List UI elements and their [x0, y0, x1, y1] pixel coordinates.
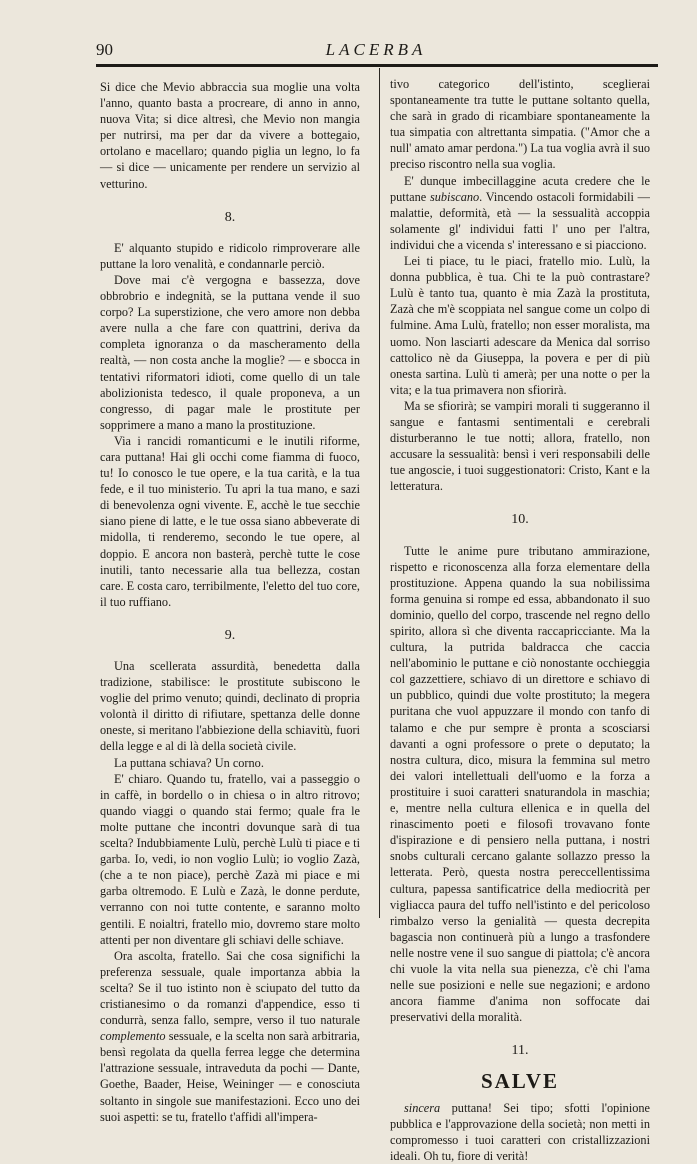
- section-heading: SALVE: [480, 1069, 560, 1094]
- paragraph: Una scellerata assurdità, benedetta dalla tradizione, stabilisce: le prostitute subiscono le voglie del primo venuto; quindi, declinato di propria volontà il diritto di rifiutare, spettanza delle donne oneste, si meritano l'abbiezione della schiavitù, fuori della legge e al di là della società civile.: [100, 659, 360, 754]
- text-run: . Vincendo ostacoli formidabili — malattie, deformità, età — la sessualità accoppia solamente gl' individui fatti l' uno per l'altra, individui che a vicenda s' interessano e si piacciono.: [390, 189, 650, 252]
- emphasis: subiscano: [429, 189, 480, 204]
- paragraph: Lei ti piace, tu le piaci, fratello mio. Lulù, la donna pubblica, è tua. Chi te la può contrastare? Lulù è tanto tua, quanto è mia Zazà la prostituta, Zazà che m'è scoppiata nel sangue come un colpo di fulmine. Ama Lulù, fratello; non esser moralista, ma uomo. Non lasciarti adescare da Menica dal sorriso cattolico nè da Giuseppa, la povera e per di più onesta sartina. Lulù ti amerà; per una notte o per la vita; e la tua primavera non sfiorirà.: [390, 254, 650, 397]
- paragraph: [390, 173, 650, 253]
- paragraph: [100, 948, 360, 1125]
- journal-title: LACERBA: [325, 40, 427, 59]
- emphasis: sincera: [404, 1100, 441, 1115]
- paragraph: E' alquanto stupido e ridicolo rimproverare alle puttane la loro venalità, e condannarle perciò.: [100, 240, 360, 271]
- paragraph: Dove mai c'è vergogna e bassezza, dove obbrobrio e indegnità, se la puttana vende il suo corpo? La superstizione, che vero amore non debba avere nulla a che fare con quattrini, deriva da completa ignoranza o da mascheramento della realtà, — non costa anche la moglie? — e sbocca in tentativi riformatori idioti, come quello di un tale abolizionista tedesco, il quale proponeva, a un congresso, di pagar male le prostitute per sopprimere a mano a mano la prostituzione.: [100, 272, 360, 432]
- emphasis: complemento: [100, 1029, 166, 1044]
- header-rule: [96, 64, 658, 67]
- paragraph: Tutte le anime pure tributano ammirazione, rispetto e riconoscenza alla forza elementare della prostituzione. Appena quando la sua nobilissima forma genuina si rompe ed essa, abbandonato il suo dominio, quello del corpo, trascende nel regno dello spirito, allora sì che diventa raccapricciante. Ma la cultura, la putrida baldracca che caccia nell'abominio le puttane e ciò nonostante occhieggia col gazzettiere, schiavo di un direttore e schiavo di un pubblico, quindi due volte prostituto; la megera puritana che vuol appuzzare il mondo con tanfo di talamo e che pur sempre è pronta a scosciarsi davanti a ogni professore o prete o deputato; la nostra cultura, dico, misura la femmina sul metro dei valori intellettuali dell'uomo e la forza a prostituire i suoi caratteri snaturandola in maschia; e, mentre nella cultura ellenica e in quella del rinascimento poeti e filosofi trovavano fonte d'ispirazione e di pensiero nella puttana, i nostri snobs culturali cercano galante sollazzo presso la letterata. Però, questa nostra pereccellentissima cultura, papessa santificatrice della mediocrità per vigliacca paura del tuffo nell'istinto e del pericoloso rimbalzo verso la genialità — questa decrepita bagascia non continuerà più a lungo a trasfondere nelle nostre vene il suo sangue di piattola; c'è ancora chi vuole la vita nella sua pienezza, c'è chi l'ama nelle sue posizioni e nelle sue negazioni; e ardono ancora fiamme d'anima non soffocate dai preservativi della moralità.: [390, 543, 650, 1025]
- section-number: 11.: [511, 1043, 529, 1059]
- text-run: E' dunque imbecillaggine acuta credere che le puttane: [390, 173, 650, 204]
- paragraph: Si dice che Mevio abbraccia sua moglie una volta l'anno, quanto basta a procreare, di anno in anno, nuova Vita; si dice altresì, che Mevio non mangia per nutrirsi, ma per dar da vivere a bottegaio, ortolano e macellaro; quando piglia un legno, lo fa — si dice — unicamente per rendere un servizio al vetturino.: [100, 80, 360, 191]
- page-number: 90: [96, 40, 113, 59]
- paragraph: Via i rancidi romanticumi e le inutili riforme, cara puttana! Hai gli occhi come fiamma di fuoco, tu! Io conosco le tue opere, e la tua carità, e la tua fede, e il tuo ministerio. Tu apri la tua mano, e sazi di benevolenza ogni vivente. E, acchè le tue secchie siano piene di latte, e le tue ossa siano abbeverate di midolla, ti renderemo, secondo le tue opere, al doppio. E ancora non basterà, perchè tutte le cose inutili, tanto necessarie alla tua bellezza, costan care. E costa caro, terribilmente, l'eletto del tuo core, il tuo ruffiano.: [100, 433, 360, 609]
- left-column: [100, 76, 360, 1125]
- paragraph: La puttana schiava? Un corno.: [114, 755, 264, 770]
- paragraph: E' chiaro. Quando tu, fratello, vai a passeggio o in caffè, in bordello o in chiesa o in altro ritrovo; quando viaggi o quando stai fermo; quale fra le molte puttane che incontri dovunque sarà di tua scelta? Indubbiamente Lulù, perchè Lulù ti piace e ti garba. Io, vedi, io non voglio Lulù; io voglio Zazà, (che a te non piace), perchè Zazà mi piace e mi garba oltremodo. E Lulù e Zazà, le donne perdute, verranno con noi tutte contente, e saranno molto gentili. E noialtri, fratello mio, dovremo stare molto attenti per non diventare gli schiavi delle schiave.: [100, 771, 360, 947]
- column-divider: [379, 68, 380, 918]
- paragraph: [390, 1100, 650, 1164]
- text-run: sessuale, e la scelta non sarà arbitraria, bensì regolata da quella ferrea legge che determina l'attrazione sessuale, intraveduta da pochi — Dante, Goethe, Baader, Heise, Weininger — e conosciuta soltanto in singole sue manifestazioni. Ecco uno dei suoi aspetti: se tu, fratello t'affidi all'impera-: [100, 1029, 360, 1124]
- page-header: [96, 40, 656, 64]
- paragraph: Ma se sfiorirà; se vampiri morali ti suggeranno il sangue e fantasmi sentimentali e cerebrali disturberanno le tue notti; allora, fratello, non accusare la sessualità: bensì i veri responsabili delle tue angoscie, i tuoi suggestionatori: Cristo, Kant e la letteratura.: [390, 398, 650, 494]
- right-column: [390, 76, 650, 1164]
- section-number: 8.: [224, 209, 236, 225]
- section-number: 9.: [224, 627, 236, 643]
- section-number: 10.: [511, 512, 529, 528]
- text-run: Ora ascolta, fratello. Sai che cosa significhi la preferenza sessuale, quale importanza abbia la scelta? Se il tuo istinto non è sciupato del tutto da cristianesimo o da romanzi d'appendice, esso ti condurrà, senza fallo, sempre, verso il tuo naturale: [100, 948, 360, 1028]
- text-run: puttana! Sei tipo; sfotti l'opinione pubblica e l'approvazione della società; non metti in compromesso i tuoi caratteri con cristallizzazioni ideali. Oh tu, fiore di verità!: [390, 1100, 650, 1163]
- paragraph: tivo categorico dell'istinto, sceglierai spontaneamente tra tutte le puttane soltanto quella, che sarà in grado di ricambiare spontaneamente la tua simpatia con altrettanta simpatia. ("Amor che a null' amato amar perdona.") La tua voglia avrà il suo preciso riscontro nella sua voglia.: [390, 77, 650, 172]
